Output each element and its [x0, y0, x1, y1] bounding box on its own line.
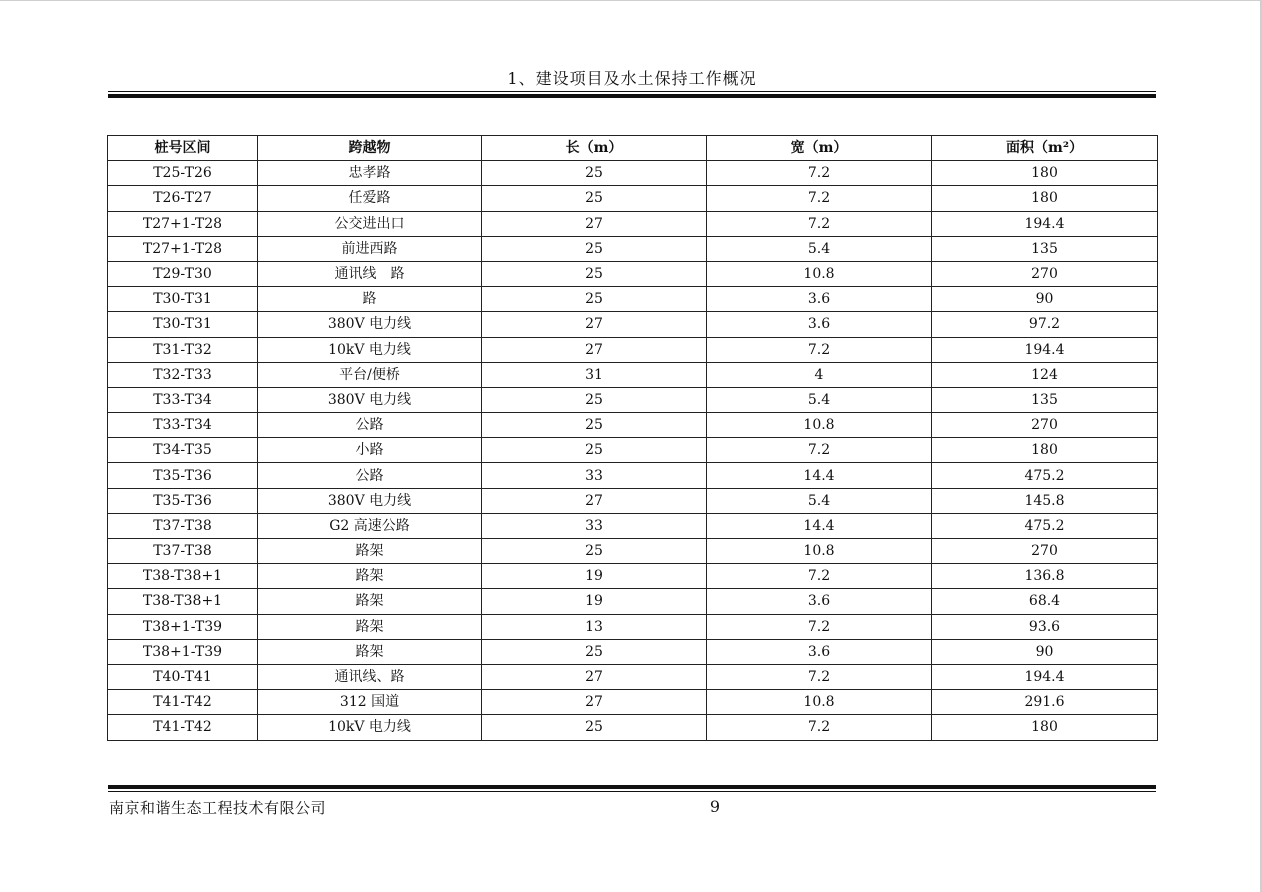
cell-pile-section: T27+1-T28 — [108, 236, 258, 261]
table-row — [108, 664, 1158, 689]
cell-length: 27 — [482, 664, 707, 689]
header-rule-thick — [108, 94, 1156, 98]
cell-crossing-object: 10kV 电力线 — [258, 337, 482, 362]
cell-pile-section: T38+1-T39 — [108, 639, 258, 664]
cell-pile-section: T38-T38+1 — [108, 589, 258, 614]
cell-length: 27 — [482, 488, 707, 513]
cell-length: 25 — [482, 413, 707, 438]
cell-pile-section: T34-T35 — [108, 438, 258, 463]
table-row — [108, 513, 1158, 538]
table-row — [108, 463, 1158, 488]
cell-width: 4 — [707, 362, 932, 387]
cell-length: 33 — [482, 463, 707, 488]
cell-crossing-object: 公路 — [258, 463, 482, 488]
cell-area: 270 — [932, 261, 1158, 286]
cell-length: 13 — [482, 614, 707, 639]
table-row — [108, 312, 1158, 337]
cell-crossing-object: 312 国道 — [258, 690, 482, 715]
footer-rule-thin — [108, 791, 1156, 792]
cell-area: 180 — [932, 161, 1158, 186]
cell-crossing-object: 通讯线 路 — [258, 261, 482, 286]
column-header-crossing-object: 跨越物 — [258, 136, 482, 161]
cell-length: 27 — [482, 211, 707, 236]
cell-area: 475.2 — [932, 463, 1158, 488]
cell-area: 90 — [932, 639, 1158, 664]
cell-crossing-object: 公交进出口 — [258, 211, 482, 236]
table-row — [108, 211, 1158, 236]
cell-crossing-object: 任爱路 — [258, 186, 482, 211]
cell-width: 5.4 — [707, 488, 932, 513]
cell-crossing-object: 平台/便桥 — [258, 362, 482, 387]
page-border-top — [0, 0, 1262, 1]
footer-rule-thick — [108, 785, 1156, 789]
cell-area: 194.4 — [932, 211, 1158, 236]
cell-area: 180 — [932, 715, 1158, 740]
cell-width: 14.4 — [707, 463, 932, 488]
cell-width: 3.6 — [707, 589, 932, 614]
cell-length: 25 — [482, 236, 707, 261]
cell-width: 10.8 — [707, 413, 932, 438]
cell-crossing-object: 路 — [258, 287, 482, 312]
cell-area: 194.4 — [932, 664, 1158, 689]
cell-length: 27 — [482, 337, 707, 362]
table-row — [108, 488, 1158, 513]
cell-crossing-object: 380V 电力线 — [258, 312, 482, 337]
cell-crossing-object: 路架 — [258, 539, 482, 564]
cell-crossing-object: 10kV 电力线 — [258, 715, 482, 740]
cell-length: 25 — [482, 186, 707, 211]
cell-pile-section: T26-T27 — [108, 186, 258, 211]
cell-length: 25 — [482, 287, 707, 312]
column-header-pile-section: 桩号区间 — [108, 136, 258, 161]
cell-pile-section: T33-T34 — [108, 413, 258, 438]
cell-pile-section: T32-T33 — [108, 362, 258, 387]
cell-crossing-object: G2 高速公路 — [258, 513, 482, 538]
table-row — [108, 261, 1158, 286]
cell-length: 27 — [482, 312, 707, 337]
cell-length: 25 — [482, 539, 707, 564]
cell-pile-section: T25-T26 — [108, 161, 258, 186]
table-row — [108, 186, 1158, 211]
table-row — [108, 387, 1158, 412]
table-row — [108, 362, 1158, 387]
cell-area: 135 — [932, 236, 1158, 261]
column-header-length: 长（m） — [482, 136, 707, 161]
cell-pile-section: T35-T36 — [108, 463, 258, 488]
crossing-table — [107, 135, 1158, 741]
cell-width: 10.8 — [707, 261, 932, 286]
cell-length: 25 — [482, 438, 707, 463]
cell-length: 19 — [482, 589, 707, 614]
cell-area: 270 — [932, 413, 1158, 438]
cell-pile-section: T38-T38+1 — [108, 564, 258, 589]
cell-width: 3.6 — [707, 639, 932, 664]
table-row — [108, 639, 1158, 664]
column-header-width: 宽（m） — [707, 136, 932, 161]
cell-crossing-object: 路架 — [258, 564, 482, 589]
cell-width: 10.8 — [707, 690, 932, 715]
table-row — [108, 413, 1158, 438]
cell-pile-section: T41-T42 — [108, 715, 258, 740]
cell-crossing-object: 忠孝路 — [258, 161, 482, 186]
cell-pile-section: T35-T36 — [108, 488, 258, 513]
cell-crossing-object: 前进西路 — [258, 236, 482, 261]
footer-company-name: 南京和谐生态工程技术有限公司 — [109, 799, 327, 817]
cell-length: 25 — [482, 387, 707, 412]
cell-area: 135 — [932, 387, 1158, 412]
page-number: 9 — [709, 797, 721, 816]
cell-width: 7.2 — [707, 211, 932, 236]
cell-area: 68.4 — [932, 589, 1158, 614]
cell-area: 90 — [932, 287, 1158, 312]
cell-length: 19 — [482, 564, 707, 589]
cell-length: 25 — [482, 161, 707, 186]
table-row — [108, 715, 1158, 740]
cell-width: 7.2 — [707, 186, 932, 211]
cell-width: 7.2 — [707, 337, 932, 362]
cell-area: 93.6 — [932, 614, 1158, 639]
cell-area: 180 — [932, 438, 1158, 463]
cell-crossing-object: 公路 — [258, 413, 482, 438]
cell-area: 291.6 — [932, 690, 1158, 715]
table-row — [108, 589, 1158, 614]
cell-area: 475.2 — [932, 513, 1158, 538]
cell-pile-section: T41-T42 — [108, 690, 258, 715]
cell-pile-section: T37-T38 — [108, 513, 258, 538]
cell-pile-section: T27+1-T28 — [108, 211, 258, 236]
cell-length: 25 — [482, 261, 707, 286]
cell-pile-section: T40-T41 — [108, 664, 258, 689]
cell-area: 180 — [932, 186, 1158, 211]
cell-area: 136.8 — [932, 564, 1158, 589]
cell-area: 97.2 — [932, 312, 1158, 337]
cell-area: 270 — [932, 539, 1158, 564]
cell-crossing-object: 380V 电力线 — [258, 488, 482, 513]
cell-crossing-object: 路架 — [258, 639, 482, 664]
table-row — [108, 539, 1158, 564]
cell-width: 7.2 — [707, 161, 932, 186]
header-rule-thin — [108, 91, 1156, 92]
cell-pile-section: T38+1-T39 — [108, 614, 258, 639]
cell-width: 3.6 — [707, 312, 932, 337]
cell-pile-section: T30-T31 — [108, 287, 258, 312]
cell-length: 27 — [482, 690, 707, 715]
cell-width: 3.6 — [707, 287, 932, 312]
cell-area: 145.8 — [932, 488, 1158, 513]
table-body — [108, 161, 1158, 740]
cell-crossing-object: 小路 — [258, 438, 482, 463]
cell-width: 7.2 — [707, 564, 932, 589]
table-row — [108, 438, 1158, 463]
cell-width: 7.2 — [707, 438, 932, 463]
cell-crossing-object: 380V 电力线 — [258, 387, 482, 412]
cell-pile-section: T33-T34 — [108, 387, 258, 412]
table-row — [108, 287, 1158, 312]
table-row — [108, 690, 1158, 715]
cell-length: 31 — [482, 362, 707, 387]
cell-length: 25 — [482, 715, 707, 740]
cell-width: 14.4 — [707, 513, 932, 538]
page-header-title: 1、建设项目及水土保持工作概况 — [507, 69, 757, 88]
cell-width: 7.2 — [707, 664, 932, 689]
cell-pile-section: T29-T30 — [108, 261, 258, 286]
cell-crossing-object: 路架 — [258, 589, 482, 614]
table-row — [108, 614, 1158, 639]
cell-width: 10.8 — [707, 539, 932, 564]
cell-length: 25 — [482, 639, 707, 664]
table-row — [108, 564, 1158, 589]
cell-pile-section: T37-T38 — [108, 539, 258, 564]
table-header-row — [108, 136, 1158, 161]
cell-width: 7.2 — [707, 614, 932, 639]
cell-area: 194.4 — [932, 337, 1158, 362]
cell-pile-section: T30-T31 — [108, 312, 258, 337]
cell-area: 124 — [932, 362, 1158, 387]
cell-width: 5.4 — [707, 387, 932, 412]
cell-width: 7.2 — [707, 715, 932, 740]
table-row — [108, 236, 1158, 261]
column-header-area: 面积（m²） — [932, 136, 1158, 161]
cell-width: 5.4 — [707, 236, 932, 261]
cell-length: 33 — [482, 513, 707, 538]
cell-crossing-object: 通讯线、路 — [258, 664, 482, 689]
cell-pile-section: T31-T32 — [108, 337, 258, 362]
table-row — [108, 337, 1158, 362]
table-row — [108, 161, 1158, 186]
cell-crossing-object: 路架 — [258, 614, 482, 639]
